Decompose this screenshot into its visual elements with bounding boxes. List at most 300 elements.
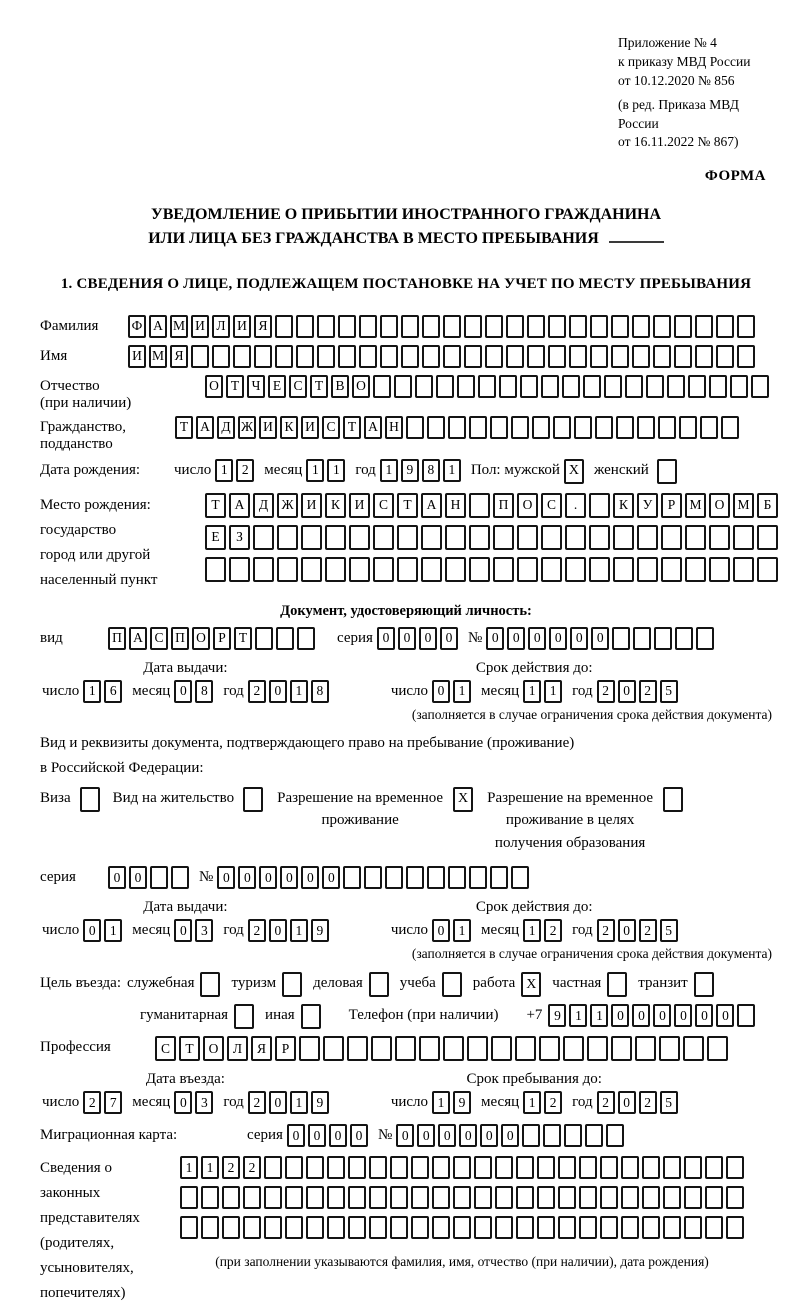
form-cell[interactable] [716, 345, 734, 368]
form-cell[interactable] [297, 627, 315, 650]
form-cell[interactable] [212, 345, 230, 368]
form-cell[interactable] [695, 345, 713, 368]
form-cell[interactable]: 7 [104, 1091, 122, 1114]
form-cell[interactable] [679, 416, 697, 439]
form-cell[interactable]: И [128, 345, 146, 368]
form-cell[interactable] [595, 416, 613, 439]
form-cell[interactable]: 0 [217, 866, 235, 889]
purpose-official-checkbox[interactable] [200, 972, 220, 997]
form-cell[interactable] [520, 375, 538, 398]
form-cell[interactable]: 1 [83, 680, 101, 703]
form-cell[interactable] [661, 557, 682, 582]
form-cell[interactable] [411, 1156, 429, 1179]
form-cell[interactable]: 0 [174, 1091, 192, 1114]
form-cell[interactable]: 3 [195, 1091, 213, 1114]
form-cell[interactable]: 2 [597, 680, 615, 703]
form-cell[interactable] [285, 1156, 303, 1179]
form-cell[interactable] [726, 1156, 744, 1179]
form-cell[interactable]: Д [217, 416, 235, 439]
form-cell[interactable]: 0 [716, 1004, 734, 1027]
form-cell[interactable] [611, 315, 629, 338]
form-cell[interactable]: 0 [618, 919, 636, 942]
form-cell[interactable]: 9 [401, 459, 419, 482]
form-cell[interactable] [635, 1036, 656, 1061]
form-cell[interactable]: А [421, 493, 442, 518]
form-cell[interactable] [397, 525, 418, 550]
form-cell[interactable] [453, 1156, 471, 1179]
form-cell[interactable] [683, 1036, 704, 1061]
form-cell[interactable]: 1 [443, 459, 461, 482]
form-cell[interactable] [685, 557, 706, 582]
form-cell[interactable] [394, 375, 412, 398]
form-cell[interactable] [707, 1036, 728, 1061]
form-cell[interactable] [562, 375, 580, 398]
form-cell[interactable]: 0 [618, 1091, 636, 1114]
form-cell[interactable] [667, 375, 685, 398]
form-cell[interactable] [277, 557, 298, 582]
form-cell[interactable] [373, 375, 391, 398]
form-cell[interactable] [611, 345, 629, 368]
form-cell[interactable] [469, 557, 490, 582]
form-cell[interactable]: 1 [104, 919, 122, 942]
form-cell[interactable]: . [565, 493, 586, 518]
form-cell[interactable] [474, 1216, 492, 1239]
form-cell[interactable] [517, 525, 538, 550]
form-cell[interactable] [589, 557, 610, 582]
form-cell[interactable]: 2 [248, 680, 266, 703]
form-cell[interactable] [563, 1036, 584, 1061]
form-cell[interactable]: 0 [440, 627, 458, 650]
form-cell[interactable] [543, 1124, 561, 1147]
form-cell[interactable]: 1 [432, 1091, 450, 1114]
form-cell[interactable] [658, 416, 676, 439]
form-cell[interactable] [516, 1156, 534, 1179]
form-cell[interactable] [323, 1036, 344, 1061]
form-cell[interactable] [579, 1186, 597, 1209]
form-cell[interactable] [401, 345, 419, 368]
form-cell[interactable] [700, 416, 718, 439]
purpose-other-checkbox[interactable] [301, 1004, 321, 1029]
form-cell[interactable]: 2 [544, 1091, 562, 1114]
form-cell[interactable] [436, 375, 454, 398]
form-cell[interactable]: 2 [222, 1156, 240, 1179]
form-cell[interactable] [600, 1216, 618, 1239]
form-cell[interactable]: 3 [195, 919, 213, 942]
form-cell[interactable] [495, 1156, 513, 1179]
form-cell[interactable]: 5 [660, 919, 678, 942]
form-cell[interactable] [469, 525, 490, 550]
form-cell[interactable] [674, 315, 692, 338]
form-cell[interactable] [737, 315, 755, 338]
form-cell[interactable] [448, 866, 466, 889]
form-cell[interactable] [659, 1036, 680, 1061]
form-cell[interactable]: 0 [108, 866, 126, 889]
form-cell[interactable] [709, 525, 730, 550]
form-cell[interactable] [625, 375, 643, 398]
form-cell[interactable] [684, 1186, 702, 1209]
form-cell[interactable] [180, 1186, 198, 1209]
form-cell[interactable]: 0 [396, 1124, 414, 1147]
form-cell[interactable] [243, 1186, 261, 1209]
form-cell[interactable] [411, 1216, 429, 1239]
form-cell[interactable] [485, 345, 503, 368]
form-cell[interactable] [432, 1216, 450, 1239]
form-cell[interactable] [432, 1156, 450, 1179]
form-cell[interactable] [443, 315, 461, 338]
form-cell[interactable]: И [301, 416, 319, 439]
form-cell[interactable]: О [192, 627, 210, 650]
temp-residence-checkbox[interactable]: X [453, 787, 473, 812]
form-cell[interactable]: Т [343, 416, 361, 439]
form-cell[interactable]: О [517, 493, 538, 518]
form-cell[interactable]: У [637, 493, 658, 518]
form-cell[interactable] [469, 416, 487, 439]
form-cell[interactable]: П [493, 493, 514, 518]
form-cell[interactable] [285, 1186, 303, 1209]
form-cell[interactable] [565, 525, 586, 550]
form-cell[interactable]: 9 [453, 1091, 471, 1114]
form-cell[interactable] [306, 1156, 324, 1179]
form-cell[interactable] [373, 557, 394, 582]
purpose-study-checkbox[interactable] [442, 972, 462, 997]
form-cell[interactable]: 9 [311, 919, 329, 942]
form-cell[interactable]: 0 [591, 627, 609, 650]
form-cell[interactable]: 0 [350, 1124, 368, 1147]
form-cell[interactable]: А [364, 416, 382, 439]
form-cell[interactable] [632, 315, 650, 338]
form-cell[interactable] [222, 1186, 240, 1209]
form-cell[interactable] [469, 493, 490, 518]
sex-female-checkbox[interactable] [657, 459, 677, 484]
form-cell[interactable]: 2 [83, 1091, 101, 1114]
form-cell[interactable] [369, 1186, 387, 1209]
form-cell[interactable]: 5 [660, 680, 678, 703]
form-cell[interactable] [517, 557, 538, 582]
form-cell[interactable]: К [613, 493, 634, 518]
form-cell[interactable] [349, 525, 370, 550]
form-cell[interactable] [301, 557, 322, 582]
form-cell[interactable] [432, 1186, 450, 1209]
form-cell[interactable] [445, 557, 466, 582]
form-cell[interactable]: Д [253, 493, 274, 518]
form-cell[interactable]: Т [310, 375, 328, 398]
form-cell[interactable] [726, 1216, 744, 1239]
form-cell[interactable]: 6 [104, 680, 122, 703]
form-cell[interactable] [558, 1156, 576, 1179]
form-cell[interactable] [478, 375, 496, 398]
form-cell[interactable]: С [155, 1036, 176, 1061]
form-cell[interactable] [579, 1216, 597, 1239]
form-cell[interactable] [299, 1036, 320, 1061]
form-cell[interactable] [537, 1216, 555, 1239]
form-cell[interactable]: 1 [590, 1004, 608, 1027]
form-cell[interactable]: Т [179, 1036, 200, 1061]
form-cell[interactable] [443, 1036, 464, 1061]
form-cell[interactable]: Н [385, 416, 403, 439]
form-cell[interactable] [751, 375, 769, 398]
form-cell[interactable]: 0 [419, 627, 437, 650]
form-cell[interactable] [604, 375, 622, 398]
form-cell[interactable]: А [149, 315, 167, 338]
form-cell[interactable]: С [373, 493, 394, 518]
form-cell[interactable]: С [322, 416, 340, 439]
form-cell[interactable] [522, 1124, 540, 1147]
form-cell[interactable] [485, 315, 503, 338]
form-cell[interactable] [457, 375, 475, 398]
form-cell[interactable] [646, 375, 664, 398]
form-cell[interactable] [385, 866, 403, 889]
form-cell[interactable]: 1 [523, 680, 541, 703]
form-cell[interactable]: 8 [195, 680, 213, 703]
form-cell[interactable] [696, 627, 714, 650]
purpose-transit-checkbox[interactable] [694, 972, 714, 997]
form-cell[interactable]: 0 [83, 919, 101, 942]
form-cell[interactable]: 0 [438, 1124, 456, 1147]
form-cell[interactable] [453, 1186, 471, 1209]
form-cell[interactable] [306, 1186, 324, 1209]
form-cell[interactable]: О [203, 1036, 224, 1061]
form-cell[interactable] [191, 345, 209, 368]
form-cell[interactable]: 0 [611, 1004, 629, 1027]
form-cell[interactable] [511, 866, 529, 889]
form-cell[interactable]: 1 [290, 919, 308, 942]
form-cell[interactable] [277, 525, 298, 550]
form-cell[interactable] [579, 1156, 597, 1179]
form-cell[interactable] [516, 1186, 534, 1209]
form-cell[interactable]: 2 [639, 919, 657, 942]
form-cell[interactable] [642, 1216, 660, 1239]
form-cell[interactable] [275, 315, 293, 338]
form-cell[interactable]: 0 [322, 866, 340, 889]
form-cell[interactable] [327, 1216, 345, 1239]
form-cell[interactable] [721, 416, 739, 439]
form-cell[interactable] [757, 525, 778, 550]
form-cell[interactable] [467, 1036, 488, 1061]
form-cell[interactable]: 1 [523, 919, 541, 942]
form-cell[interactable]: Т [226, 375, 244, 398]
form-cell[interactable] [233, 345, 251, 368]
form-cell[interactable]: 0 [269, 680, 287, 703]
form-cell[interactable] [590, 345, 608, 368]
form-cell[interactable]: 0 [280, 866, 298, 889]
form-cell[interactable] [499, 375, 517, 398]
form-cell[interactable]: 0 [269, 919, 287, 942]
form-cell[interactable] [464, 315, 482, 338]
form-cell[interactable] [565, 557, 586, 582]
form-cell[interactable]: Я [254, 315, 272, 338]
form-cell[interactable]: 0 [238, 866, 256, 889]
form-cell[interactable] [171, 866, 189, 889]
form-cell[interactable] [705, 1186, 723, 1209]
form-cell[interactable] [443, 345, 461, 368]
form-cell[interactable] [422, 345, 440, 368]
form-cell[interactable] [359, 345, 377, 368]
form-cell[interactable] [621, 1216, 639, 1239]
form-cell[interactable]: 1 [453, 680, 471, 703]
form-cell[interactable]: 1 [290, 680, 308, 703]
form-cell[interactable]: 1 [201, 1156, 219, 1179]
form-cell[interactable] [569, 345, 587, 368]
form-cell[interactable] [613, 557, 634, 582]
form-cell[interactable]: Т [175, 416, 193, 439]
form-cell[interactable]: 0 [501, 1124, 519, 1147]
form-cell[interactable] [490, 416, 508, 439]
form-cell[interactable]: А [129, 627, 147, 650]
form-cell[interactable] [558, 1186, 576, 1209]
form-cell[interactable] [421, 525, 442, 550]
form-cell[interactable] [633, 627, 651, 650]
form-cell[interactable]: Т [205, 493, 226, 518]
form-cell[interactable] [453, 1216, 471, 1239]
form-cell[interactable] [663, 1186, 681, 1209]
form-cell[interactable] [705, 1216, 723, 1239]
form-cell[interactable] [390, 1186, 408, 1209]
form-cell[interactable]: Ж [238, 416, 256, 439]
visa-checkbox[interactable] [80, 787, 100, 812]
form-cell[interactable] [548, 345, 566, 368]
form-cell[interactable] [276, 627, 294, 650]
form-cell[interactable] [654, 627, 672, 650]
form-cell[interactable]: 5 [660, 1091, 678, 1114]
form-cell[interactable]: 1 [215, 459, 233, 482]
form-cell[interactable] [490, 866, 508, 889]
form-cell[interactable]: Е [205, 525, 226, 550]
form-cell[interactable] [349, 557, 370, 582]
form-cell[interactable]: М [149, 345, 167, 368]
form-cell[interactable] [325, 525, 346, 550]
form-cell[interactable]: 2 [248, 1091, 266, 1114]
form-cell[interactable] [285, 1216, 303, 1239]
form-cell[interactable]: 2 [236, 459, 254, 482]
form-cell[interactable] [296, 315, 314, 338]
form-cell[interactable]: 0 [507, 627, 525, 650]
form-cell[interactable] [201, 1216, 219, 1239]
form-cell[interactable] [737, 1004, 755, 1027]
form-cell[interactable]: 1 [290, 1091, 308, 1114]
form-cell[interactable]: А [229, 493, 250, 518]
form-cell[interactable]: 0 [301, 866, 319, 889]
purpose-tourism-checkbox[interactable] [282, 972, 302, 997]
form-cell[interactable] [642, 1186, 660, 1209]
form-cell[interactable] [254, 345, 272, 368]
form-cell[interactable]: С [541, 493, 562, 518]
form-cell[interactable] [390, 1156, 408, 1179]
form-cell[interactable]: О [352, 375, 370, 398]
form-cell[interactable]: Я [170, 345, 188, 368]
form-cell[interactable]: 1 [380, 459, 398, 482]
form-cell[interactable] [709, 557, 730, 582]
form-cell[interactable] [637, 557, 658, 582]
form-cell[interactable] [537, 1156, 555, 1179]
form-cell[interactable] [537, 1186, 555, 1209]
form-cell[interactable] [600, 1156, 618, 1179]
form-cell[interactable] [264, 1216, 282, 1239]
form-cell[interactable] [637, 416, 655, 439]
form-cell[interactable] [553, 416, 571, 439]
form-cell[interactable]: 1 [453, 919, 471, 942]
form-cell[interactable] [421, 557, 442, 582]
form-cell[interactable]: 2 [243, 1156, 261, 1179]
form-cell[interactable]: 0 [174, 680, 192, 703]
form-cell[interactable]: С [289, 375, 307, 398]
form-cell[interactable] [675, 627, 693, 650]
form-cell[interactable]: И [259, 416, 277, 439]
form-cell[interactable] [688, 375, 706, 398]
form-cell[interactable]: П [108, 627, 126, 650]
form-cell[interactable] [406, 866, 424, 889]
form-cell[interactable]: Т [397, 493, 418, 518]
form-cell[interactable] [419, 1036, 440, 1061]
form-cell[interactable]: Ж [277, 493, 298, 518]
form-cell[interactable]: 0 [674, 1004, 692, 1027]
form-cell[interactable] [255, 627, 273, 650]
form-cell[interactable] [733, 557, 754, 582]
form-cell[interactable] [539, 1036, 560, 1061]
form-cell[interactable] [515, 1036, 536, 1061]
form-cell[interactable]: 0 [570, 627, 588, 650]
form-cell[interactable]: П [171, 627, 189, 650]
form-cell[interactable]: А [196, 416, 214, 439]
form-cell[interactable] [511, 416, 529, 439]
form-cell[interactable]: 0 [618, 680, 636, 703]
form-cell[interactable] [253, 525, 274, 550]
form-cell[interactable]: Т [234, 627, 252, 650]
form-cell[interactable] [380, 345, 398, 368]
form-cell[interactable] [685, 525, 706, 550]
form-cell[interactable] [397, 557, 418, 582]
form-cell[interactable] [369, 1156, 387, 1179]
form-cell[interactable] [569, 315, 587, 338]
form-cell[interactable] [695, 315, 713, 338]
form-cell[interactable] [737, 345, 755, 368]
form-cell[interactable] [373, 525, 394, 550]
form-cell[interactable] [493, 525, 514, 550]
form-cell[interactable] [317, 315, 335, 338]
form-cell[interactable]: И [349, 493, 370, 518]
form-cell[interactable] [574, 416, 592, 439]
form-cell[interactable] [527, 345, 545, 368]
form-cell[interactable] [611, 1036, 632, 1061]
form-cell[interactable] [716, 315, 734, 338]
form-cell[interactable]: 2 [248, 919, 266, 942]
form-cell[interactable]: 9 [311, 1091, 329, 1114]
form-cell[interactable]: 0 [329, 1124, 347, 1147]
form-cell[interactable] [301, 525, 322, 550]
form-cell[interactable]: 0 [549, 627, 567, 650]
form-cell[interactable] [390, 1216, 408, 1239]
form-cell[interactable] [427, 866, 445, 889]
form-cell[interactable]: 0 [308, 1124, 326, 1147]
form-cell[interactable]: 0 [632, 1004, 650, 1027]
form-cell[interactable]: И [233, 315, 251, 338]
form-cell[interactable]: Я [251, 1036, 272, 1061]
form-cell[interactable]: 0 [695, 1004, 713, 1027]
form-cell[interactable]: 1 [180, 1156, 198, 1179]
form-cell[interactable]: Л [227, 1036, 248, 1061]
form-cell[interactable] [506, 315, 524, 338]
form-cell[interactable] [371, 1036, 392, 1061]
form-cell[interactable]: 1 [327, 459, 345, 482]
form-cell[interactable]: 1 [544, 680, 562, 703]
form-cell[interactable]: 9 [548, 1004, 566, 1027]
purpose-work-checkbox[interactable]: X [521, 972, 541, 997]
form-cell[interactable] [327, 1186, 345, 1209]
form-cell[interactable] [411, 1186, 429, 1209]
form-cell[interactable] [406, 416, 424, 439]
form-cell[interactable]: М [685, 493, 706, 518]
form-cell[interactable] [589, 493, 610, 518]
form-cell[interactable] [616, 416, 634, 439]
